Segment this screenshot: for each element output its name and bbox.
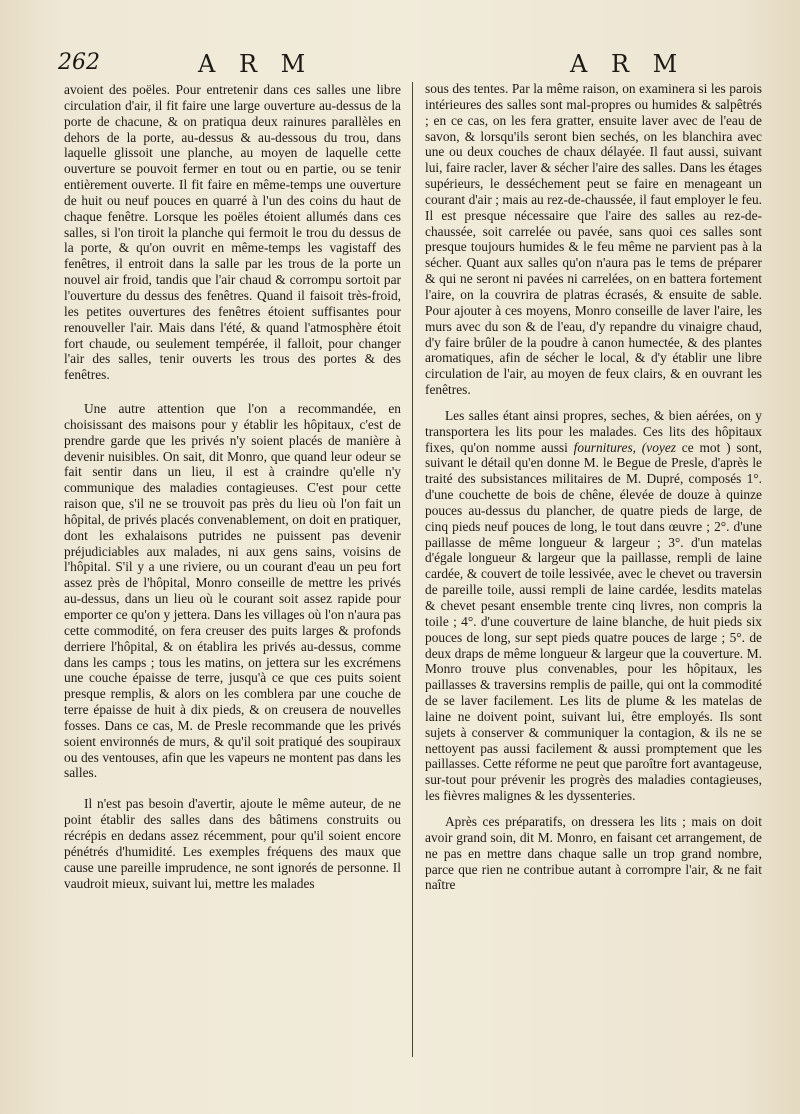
right-paragraph-1: sous des tentes. Par la même raison, on examinera si les parois intérieures des salles sont mal-propres ou humides & salpêtrés ; en ce cas, on les fera gratter, ensuite laver avec de l'eau de savon, & lorsqu'ils seront bien sechés, on les blanchira avec une ou deux couches de chaux délayée. Il faut aussi, suivant lui, faire racler, laver & sécher l'aire des salles. Dans les étages supérieurs, le desséchement peut se faire en menageant un courant d'air ; mais au rez-de-chaussée, il faut employer le feu. Il est presque nécessaire que l'aire des salles au rez-de-chaussée, soit carrelée ou pavée, sans quoi ces salles sont presque toujours humides & le feu même ne parvient pas à la sécher. Quant aux salles qu'on n'aura pas le tems de préparer & qui ne seront ni pavées ni carrelées, on en battera fortement l'aire, on la couvrira de platras écrasés, & ensuite de sable. Pour ajouter à ces moyens, Monro conseille de laver l'aire, les murs avec du son & de l'eau, d'y repandre du vinaigre chaud, d'y faire brûler de la poudre à canon humectée, & des plantes aromatiques, afin de sécher le local, & d'y établir une libre circulation de l'air, au moyen de feux clairs, & en ouvrant les fenêtres. bbox=[425, 81, 762, 398]
column-divider bbox=[412, 82, 413, 1057]
running-head-right: A R M bbox=[570, 50, 686, 78]
right-paragraph-3: Après ces préparatifs, on dressera les lits ; mais on doit avoir grand soin, dit M. Monro, en faisant cet arrangement, de ne pas en mettre dans chaque salle un trop grand nombre, parce que rien ne contribue autant à corrompre l'air, & ne fait naître bbox=[425, 813, 762, 893]
left-paragraph-3: Il n'est pas besoin d'avertir, ajoute le même auteur, de ne point établir des salles dans des bâtimens construits ou récrépis en dedans assez récemment, pour qu'il soient encore pénétrés d'humidité. Les exemples fréquens des maux que cause une pareille imprudence, ne sont ignorés de personne. Il vaudroit mieux, suivant lui, mettre les malades bbox=[64, 796, 401, 891]
running-head-left: A R M bbox=[198, 50, 314, 78]
right-paragraph-2-italic: fournitures, (voyez bbox=[573, 439, 677, 455]
left-paragraph-2: Une autre attention que l'on a recommandée, en choisissant des maisons pour y établir les hôpitaux, c'est de prendre garde que les privés n'y soient placés de manière à devenir nuisibles. On sait, dit Monro, que quand leur odeur se fait sentir dans un lieu, il est à craindre qu'elle n'y communique des maladies contagieuses. C'est pour cette raison que, s'il ne se trouvoit pas près du lieu où l'on fait un hôpital, de privés placés convenablement, on doit en pratiquer, dont les exhalaisons putrides ne puissent pas devenir préjudiciables aux malades, ni aux gens sains, voisins de l'hôpital. S'il y a une riviere, ou un courant d'eau un peu fort assez près de l'hôpital, Monro conseille de mettre les privés au-dessus, dans un lieu où le courant soit assez rapide pour emporter ce qu'on y jettera. Dans les villages où l'on n'aura pas cette commodité, on fera creuser des puits larges & profonds derriere l'hôpital, & on établira les privés au-dessus, comme dans les camps ; tous les matins, on jettera sur les excrémens une couche épaisse de terre, jusqu'à ce que ces puits soient presque remplis, & alors on les comblera par une couche de terre épaisse de huit à dix pieds, & on creusera de nouvelles fosses. Dans ce cas, M. de Presle recommande que les privés soient environnés de murs, & qu'il soit pratiqué des soupiraux ou des ventouses, afin que les vapeurs ne montent pas dans les salles. bbox=[64, 401, 401, 781]
page-header bbox=[0, 48, 800, 84]
right-column bbox=[425, 81, 762, 893]
right-paragraph-2-start: Les salles étant ainsi propres, seches, & bien aérées, on y transportera les lits pour les malades. Ces lits des hôpitaux fixes, qu'on nomme aussi bbox=[425, 407, 762, 455]
right-paragraph-2 bbox=[425, 408, 762, 804]
left-column bbox=[64, 82, 401, 891]
left-paragraph-1: avoient des poëles. Pour entretenir dans ces salles une libre circulation d'air, il fit faire une large ouverture au-dessus de la porte de chacune, & on pratiqua deux rainures parallèles en dehors de la porte, au-dessus & au-dessous du trou, dans laquelle glissoit une planche, au moyen de laquelle cette ouverture se pouvoit fermer en tout ou en partie, ou se tenir entièrement ouverte. Il fit faire en même-temps une ouverture de huit ou neuf pouces en quarré à l'un des coins du haut de chaque fenêtre. Lorsque les poëles étoient allumés dans ces salles, si l'on tiroit la planche qui fermoit le trou du dessus de la porte, & qu'on ouvrit en même-temps les vagistaff des fenêtres, il entroit dans la salle par les trous de la porte un nouvel air froid, tandis que l'air chaud & corrompu sortoit par l'ouverture du dessus des fenêtres. Quand il faisoit très-froid, les petites ouvertures des fenêtres étoient suffisantes pour renouveller l'air. Mais dans l'été, & quand l'atmosphère étoit fort chaude, ou seulement tempérée, il falloit, pour changer l'air des salles, tenir ouverts les trous des portes & des fenêtres. bbox=[64, 82, 401, 383]
page-number: 262 bbox=[58, 50, 100, 75]
right-paragraph-2-rest: ce mot ) sont, suivant le détail qu'en donne M. le Begue de Presle, d'après le traité des subsistances militaires de M. Dupré, composés 1°. d'une couchette de bois de chêne, élevée de douze à quinze pouces au-dessus du plancher, de quatre pieds de large, de cinq pieds neuf pouces de long, le tout dans œuvre ; 2°. d'une paillasse de même longueur & largeur ; 3°. d'un matelas d'égale longueur & largeur que la paillasse, rempli de laine cardée, & couvert de toile lessivée, avec le chevet ou traversin de pareille toile, aussi rempli de laine cardée, lesdits matelas & chevet pesant ensemble trente cinq livres, non compris la toile ; 4°. d'une couverture de laine blanche, de huit pieds six pouces de long, sur sept pieds quatre pouces de large ; 5°. de deux draps de même longueur & largeur que la couverture. M. Monro trouve plus convenables, pour les hôpitaux, les paillasses & traversins remplis de paille, qui ont la commodité de se laver facilement. Les lits de plume & les matelas de laine ne doivent point, suivant lui, être employés. Ils sont sujets à conserver & communiquer la contagion, & ils ne se nettoyent pas aussi facilement & aussi promptement que les paillasses. Cette réforme ne peut que paroître fort avantageuse, sur-tout pour prévenir les progrès des maladies contagieuses, les fièvres malignes & les dyssenteries. bbox=[425, 439, 762, 804]
